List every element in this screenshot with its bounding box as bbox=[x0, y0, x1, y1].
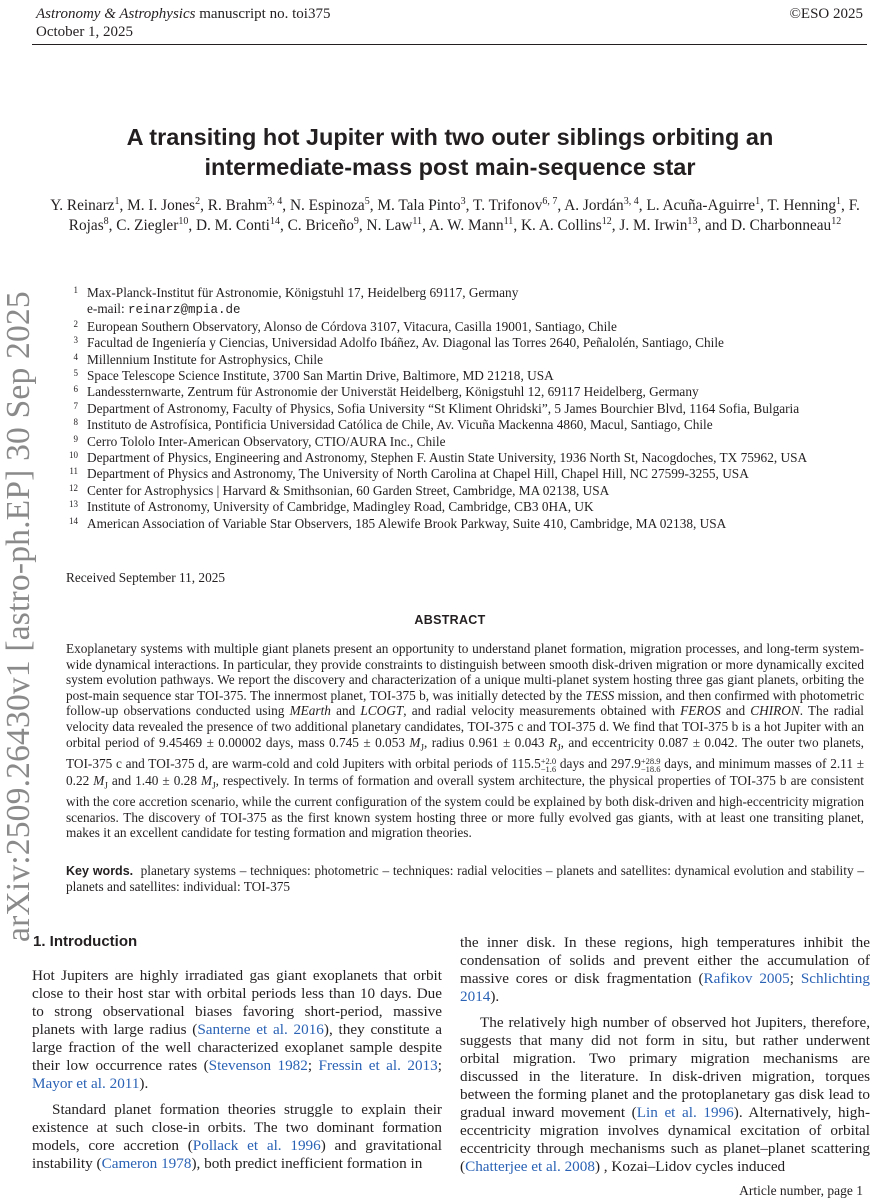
author-affiliation-mark: 1 bbox=[836, 195, 842, 207]
author-affiliation-mark: 11 bbox=[412, 215, 423, 227]
author-name: K. A. Collins bbox=[520, 217, 602, 234]
citation-santerne[interactable]: Santerne et al. 2016 bbox=[197, 1021, 324, 1038]
affiliation-item bbox=[62, 352, 852, 368]
affiliation-number: 10 bbox=[69, 450, 78, 461]
page-footer: Article number, page 1 bbox=[739, 1183, 863, 1198]
author-affiliation-mark: 12 bbox=[831, 215, 842, 227]
affiliation-text: Facultad de Ingeniería y Ciencias, Universidad Adolfo Ibáñez, Av. Diagonal las Torres 2640, Peñalolén, Santiago, Chile bbox=[87, 335, 724, 351]
journal-name: Astronomy & Astrophysics bbox=[36, 6, 196, 22]
author-name: T. Henning bbox=[767, 197, 837, 214]
author-list: Y. Reinarz$^1$, M. I. Jones$^2$, R. Brahm$^{3, 4}$, N. Espinoza$^5$, M. Tala Pinto$^3$, T. Trifonov$^{6, 7}$, A. Jordán$^{3, 4}$, L. Acuña-Aguirre$^1$, T. Henning$^1$, F. Rojas$^8$, C. Ziegler$^{10}$, D. M. Conti$^{14}$, C. Briceño$^9$, N. Law$^{11}$, A. W. Mann$^{11}$, K. A. Collins$^{12}$, J. M. Irwin$^{13}$, and D. Charbonneau$^{12}$ bbox=[50, 195, 860, 234]
author-name: A. Jordán bbox=[564, 197, 624, 214]
author-affiliation-mark: 14 bbox=[269, 215, 280, 227]
author-affiliation-mark: 2 bbox=[195, 195, 201, 207]
citation-chatterjee[interactable]: Chatterjee et al. 2008 bbox=[465, 1158, 595, 1175]
affiliation-text: Cerro Tololo Inter-American Observatory, CTIO/AURA Inc., Chile bbox=[87, 433, 446, 449]
affiliation-text: Space Telescope Science Institute, 3700 San Martin Drive, Baltimore, MD 21218, USA bbox=[87, 368, 554, 384]
section-heading-introduction: 1. Introduction bbox=[33, 933, 138, 950]
affiliation-number: 1 bbox=[73, 285, 78, 295]
author-affiliation-mark: 12 bbox=[601, 215, 612, 227]
author-name: F. Rojas bbox=[68, 197, 860, 234]
author-affiliation-mark: 10 bbox=[178, 215, 189, 227]
intro-paragraph-2b: the inner disk. In these regions, high temperatures inhibit the condensation of solids and prevent either the accumulation of massive cores or disk fragmentation (Rafikov 2005; Schlichting 2014). bbox=[460, 934, 870, 1005]
affiliation-item: 1 Max-Planck-Institut für Astronomie, Königstuhl 17, Heidelberg 69117, Germany e-mail: reinarz@mpia.de bbox=[62, 285, 852, 319]
citation-schlichting[interactable]: Schlichting 2014 bbox=[460, 970, 870, 1005]
affiliation-item bbox=[62, 483, 852, 499]
affiliation-number: 13 bbox=[69, 499, 78, 510]
manuscript-date: October 1, 2025 bbox=[36, 24, 134, 40]
author-name: M. I. Jones bbox=[127, 197, 196, 214]
arxiv-watermark: arXiv:2509.26430v1 [astro-ph.EP] 30 Sep 2025 bbox=[0, 291, 37, 942]
affiliation-number: 3 bbox=[73, 335, 78, 346]
citation-stevenson[interactable]: Stevenson 1982 bbox=[208, 1057, 308, 1074]
title-line-2: intermediate-mass post main-sequence star bbox=[204, 154, 696, 180]
affiliation-item bbox=[62, 335, 852, 351]
author-affiliation-mark: 3 bbox=[460, 195, 466, 207]
author-affiliation-mark: 5 bbox=[364, 195, 370, 207]
running-header-left bbox=[36, 5, 330, 41]
affiliation-number: 12 bbox=[69, 482, 78, 493]
author-name: A. W. Mann bbox=[428, 217, 504, 234]
citation-fressin[interactable]: Fressin et al. 2013 bbox=[318, 1057, 438, 1074]
affiliation-text: European Southern Observatory, Alonso de Córdova 3107, Vitacura, Casilla 19001, Santiago, Chile bbox=[87, 318, 617, 334]
author-affiliation-mark: 9 bbox=[353, 215, 359, 227]
abstract-body: Exoplanetary systems with multiple giant planets present an opportunity to understand planet formation, migration processes, and long-term system-wide dynamical interactions. In particular, they provide constraints to distinguish between smooth disk-driven migration or more dynamically excited system evolution pathways. We report the discovery and characterization of a unique multi-planet system hosting three gas giant planets, orbiting the post-main sequence star TOI-375. The innermost planet, TOI-375 b, was initially detected by the TESS mission, and then confirmed with photometric follow-up observations conducted using MEarth and LCOGT, and radial velocity measurements obtained with FEROS and CHIRON. The radial velocity data revealed the presence of two additional planetary candidates, TOI-375 c and TOI-375 d. We find that TOI-375 b is a hot Jupiter with an orbital period of 9.45469 ± 0.00002 days, mass 0.745 ± 0.053 $M_J$, radius 0.961 ± 0.043 $R_J$, and eccentricity 0.087 ± 0.042. The outer two planets, TOI-375 c and TOI-375 d, are warm-cold and cold Jupiters with orbital periods of 115.5 +2.0 −1.6 days and 297.9 +28.9 −18.6 days, and minimum masses of 2.11 ± 0.22 $M_J$ and 1.40 ± 0.28 $M_J$, respectively. In terms of formation and overall system architecture, the physical properties of TOI-375 b are consistent with the core accretion scenario, while the current configuration of the system could be explained by both disk-driven and high-eccentricity migration scenarios. The discovery of TOI-375 as the first known system hosting three or more fully evolved gas giants, with at least one transiting planet, makes it an excellent candidate for testing formation and migration theories. bbox=[66, 641, 864, 841]
affiliation-list bbox=[62, 285, 852, 532]
email-link[interactable]: reinarz@mpia.de bbox=[127, 303, 241, 318]
author-affiliation-mark: 1 bbox=[755, 195, 761, 207]
intro-paragraph-3: The relatively high number of observed hot Jupiters, therefore, suggests that many did not form in situ, but rather underwent orbital migration. Two primary migration mechanisms are discussed in the literature. In disk-driven migration, torques between the forming planet and the protoplanetary gas disk lead to gradual inward movement (Lin et al. 1996). Alternatively, high-eccentricity migration involves dynamical excitation of orbital eccentricity through mechanisms such as planet–planet scattering (Chatterjee et al. 2008) , Kozai–Lidov cycles induced bbox=[460, 1014, 871, 1175]
affiliation-number: 2 bbox=[73, 318, 78, 329]
affiliation-text: Institute of Astronomy, University of Cambridge, Madingley Road, Cambridge, CB3 0HA, UK bbox=[87, 499, 594, 515]
author-name: J. M. Irwin bbox=[619, 217, 688, 234]
header-rule bbox=[32, 44, 867, 45]
affiliation-item bbox=[62, 319, 852, 335]
affiliation-number: 8 bbox=[73, 417, 78, 428]
paper-title bbox=[60, 122, 840, 182]
citation-mayor[interactable]: Mayor et al. 2011 bbox=[32, 1075, 140, 1092]
citation-pollack[interactable]: Pollack et al. 1996 bbox=[192, 1137, 321, 1154]
right-column-text bbox=[460, 934, 870, 1176]
author-name: N. Law bbox=[366, 217, 413, 234]
author-affiliation-mark: 11 bbox=[503, 215, 514, 227]
affiliation-item bbox=[62, 434, 852, 450]
affiliation-item bbox=[62, 368, 852, 384]
keywords-text: planetary systems – techniques: photometric – techniques: radial velocities – planets and satellites: dynamical evolution and stability – planets and satellites: individual: TOI-375 bbox=[66, 863, 864, 894]
author-name: T. Trifonov bbox=[472, 197, 543, 214]
author-affiliation-mark: 3, 4 bbox=[623, 195, 639, 207]
affiliation-number: 11 bbox=[69, 466, 78, 477]
affiliation-item bbox=[62, 417, 852, 433]
affiliation-text: Max-Planck-Institut für Astronomie, Königstuhl 17, Heidelberg 69117, Germany bbox=[87, 285, 519, 300]
affiliation-text: Department of Astronomy, Faculty of Physics, Sofia University “St Kliment Ohridski”, 5 James Bourchier Blvd, 1164 Sofia, Bulgaria bbox=[87, 400, 800, 416]
affiliation-item bbox=[62, 401, 852, 417]
author-affiliation-mark: 6, 7 bbox=[542, 195, 558, 207]
affiliation-item bbox=[62, 384, 852, 400]
affiliation-text: Landessternwarte, Zentrum für Astronomie der Universtät Heidelberg, Königstuhl 12, 69117 Heidelberg, Germany bbox=[87, 384, 699, 400]
affiliation-number: 14 bbox=[69, 515, 78, 526]
left-column-text bbox=[32, 967, 442, 1173]
author-name: R. Brahm bbox=[207, 197, 268, 214]
intro-paragraph-2a: Standard planet formation theories struggle to explain their existence at such close-in orbits. The two dominant formation models, core accretion (Pollack et al. 1996) and gravitational instability (Cameron 1978), both predict inefficient formation in bbox=[32, 1101, 442, 1172]
author-affiliation-mark: 13 bbox=[687, 215, 698, 227]
intro-paragraph-1: Hot Jupiters are highly irradiated gas giant exoplanets that orbit close to their host star with orbital periods less than 10 days. Due to strong observational biases favoring short-period, massive planets with large radius (Santerne et al. 2016), they constitute a large fraction of the well characterized exoplanet sample despite their low occurrence rates (Stevenson 1982; Fressin et al. 2013; Mayor et al. 2011). bbox=[32, 967, 443, 1092]
title-line-1: A transiting hot Jupiter with two outer siblings orbiting an bbox=[126, 124, 774, 150]
author-affiliation-mark: 8 bbox=[103, 215, 109, 227]
affiliation-item bbox=[62, 516, 852, 532]
affiliation-text: Instituto de Astrofísica, Pontificia Universidad Católica de Chile, Av. Vicuña Mackenna 4860, Macul, Santiago, Chile bbox=[87, 417, 713, 433]
affiliation-text: Department of Physics and Astronomy, The University of North Carolina at Chapel Hill, Chapel Hill, NC 27599-3255, USA bbox=[87, 466, 749, 482]
affiliation-item bbox=[62, 450, 852, 466]
affiliation-text: Millennium Institute for Astrophysics, Chile bbox=[87, 351, 324, 367]
affiliation-text: American Association of Variable Star Observers, 185 Alewife Brook Parkway, Suite 410, Cambridge, MA 02138, USA bbox=[87, 515, 727, 531]
affiliation-text: Department of Physics, Engineering and Astronomy, Stephen F. Austin State University, 1936 North St, Nacogdoches, TX 75962, USA bbox=[87, 450, 808, 466]
citation-rafikov[interactable]: Rafikov 2005 bbox=[703, 970, 790, 987]
copyright-notice: ©ESO 2025 bbox=[789, 6, 863, 22]
author-affiliation-mark: 1 bbox=[114, 195, 120, 207]
author-name: L. Acuña-Aguirre bbox=[646, 197, 756, 214]
affiliation-number: 6 bbox=[73, 384, 78, 395]
citation-cameron[interactable]: Cameron 1978 bbox=[101, 1155, 192, 1172]
affiliation-number: 4 bbox=[73, 351, 78, 362]
keywords bbox=[66, 863, 864, 895]
affiliation-number: 9 bbox=[73, 433, 78, 444]
affiliation-number: 7 bbox=[73, 400, 78, 411]
author-name: N. Espinoza bbox=[289, 197, 365, 214]
manuscript-number: manuscript no. toi375 bbox=[195, 6, 331, 22]
author-name: D. M. Conti bbox=[195, 217, 270, 234]
keywords-label: Key words. bbox=[66, 864, 134, 878]
affiliation-number: 5 bbox=[73, 368, 78, 379]
affiliation-text: Center for Astrophysics | Harvard & Smithsonian, 60 Garden Street, Cambridge, MA 02138, USA bbox=[87, 482, 610, 498]
abstract-heading: ABSTRACT bbox=[414, 613, 486, 627]
author-name: M. Tala Pinto bbox=[377, 197, 461, 214]
affiliation-item bbox=[62, 499, 852, 515]
received-date: Received September 11, 2025 bbox=[66, 570, 226, 585]
author-name: and D. Charbonneau bbox=[705, 217, 832, 234]
author-name: C. Ziegler bbox=[116, 217, 179, 234]
affiliation-item bbox=[62, 466, 852, 482]
author-affiliation-mark: 3, 4 bbox=[267, 195, 283, 207]
author-name: C. Briceño bbox=[287, 217, 354, 234]
author-name: Y. Reinarz bbox=[50, 197, 115, 214]
citation-lin[interactable]: Lin et al. 1996 bbox=[636, 1104, 734, 1121]
